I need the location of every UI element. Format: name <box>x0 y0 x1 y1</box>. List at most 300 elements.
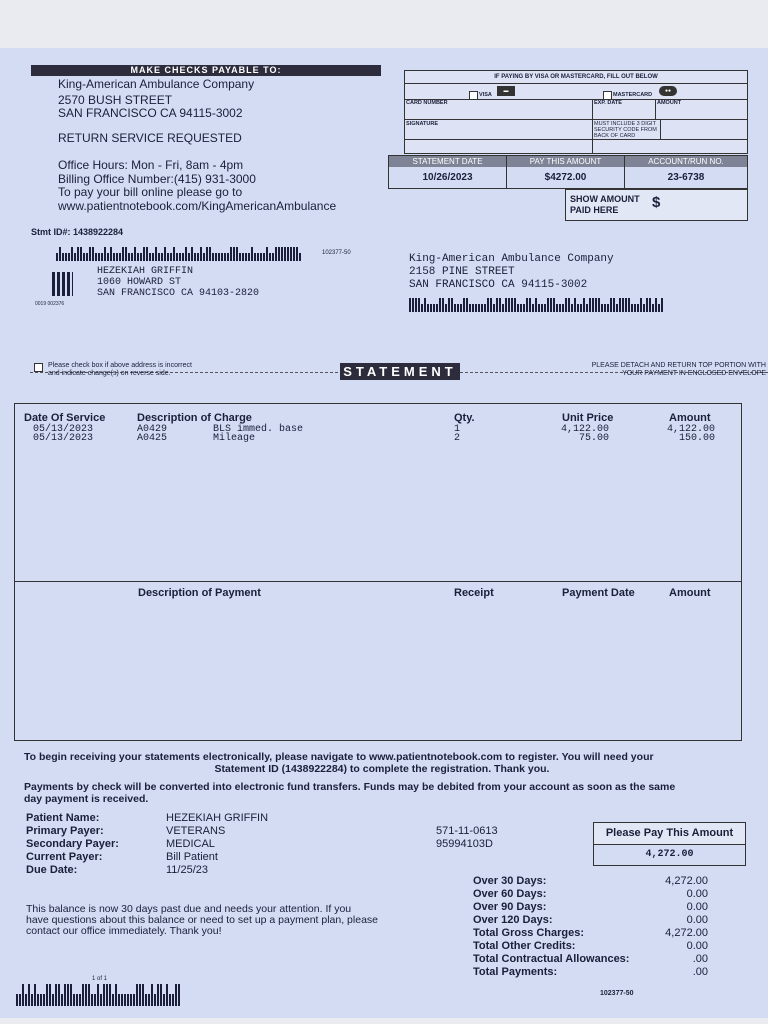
barcode-bar <box>173 247 175 261</box>
payments-section <box>14 580 742 741</box>
charge-row-2-code: A0425 <box>137 433 168 444</box>
online-pay-url[interactable]: www.patientnotebook.com/KingAmericanAmbulance <box>58 199 337 213</box>
statement-id: Stmt ID#: 1438922284 <box>31 227 124 237</box>
barcode-bar <box>421 304 423 312</box>
barcode-bar <box>466 298 468 312</box>
barcode-bar <box>281 247 283 261</box>
amount-label: AMOUNT <box>657 100 682 106</box>
barcode-bar <box>541 304 543 312</box>
patient-address-name: HEZEKIAH GRIFFIN <box>97 266 194 277</box>
barcode-bar <box>151 984 153 1006</box>
charge-row-1-amount: 4,122.00 <box>666 424 715 435</box>
page-number: 1 of 1 <box>92 976 108 982</box>
barcode-bar <box>236 247 238 261</box>
barcode-bar <box>212 253 214 261</box>
mail-code: 0019 002376 <box>35 301 65 307</box>
barcode-bar <box>287 247 289 261</box>
barcode-bar <box>106 984 108 1006</box>
barcode-bar <box>565 298 567 312</box>
barcode-bar <box>121 994 123 1006</box>
barcode-bar <box>194 253 196 261</box>
charge-row-1-qty: 1 <box>454 424 461 435</box>
barcode-bar <box>116 253 118 261</box>
aging-value-4: 4,272.00 <box>665 927 708 939</box>
barcode-bar <box>457 304 459 312</box>
barcode-bar <box>230 247 232 261</box>
electronic-statement-notice <box>24 751 740 775</box>
barcode-bar <box>179 253 181 261</box>
barcode-bar <box>242 253 244 261</box>
barcode-bar <box>74 253 76 261</box>
past-due-message <box>26 904 378 937</box>
secondary-payer: MEDICAL <box>166 838 215 850</box>
barcode-bar <box>101 253 103 261</box>
barcode-bar <box>22 984 24 1006</box>
barcode-bar <box>496 298 498 312</box>
mastercard-label: MASTERCARD <box>613 92 653 98</box>
barcode-bar <box>200 247 202 261</box>
patient-address-street: 1060 HOWARD ST <box>97 277 182 288</box>
barcode-bar <box>176 253 178 261</box>
remit-street: 2158 PINE STREET <box>409 266 515 278</box>
barcode-bar <box>215 253 217 261</box>
barcode-bar <box>91 994 93 1006</box>
barcode-bar <box>245 253 247 261</box>
barcode-bar <box>149 253 151 261</box>
barcode-bar <box>595 298 597 312</box>
barcode-bar <box>493 304 495 312</box>
online-pay-line: To pay your bill online please go to <box>58 185 243 199</box>
barcode-bar <box>436 304 438 312</box>
aging-label-0: Over 30 Days: <box>473 875 547 887</box>
barcode-bar <box>188 253 190 261</box>
barcode-bar <box>559 304 561 312</box>
signature-label: SIGNATURE <box>406 121 438 127</box>
barcode-bar <box>95 253 97 261</box>
barcode-bar <box>136 984 138 1006</box>
barcode-bar <box>161 253 163 261</box>
barcode-bar <box>487 298 489 312</box>
barcode-bar <box>631 304 633 312</box>
barcode-bar <box>499 298 501 312</box>
barcode-bar <box>475 304 477 312</box>
barcode-bar <box>574 298 576 312</box>
barcode-bar <box>643 304 645 312</box>
barcode-bar <box>191 247 193 261</box>
please-pay-box <box>593 822 746 866</box>
barcode-bar <box>433 304 435 312</box>
aging-label-3: Over 120 Days: <box>473 914 553 926</box>
barcode-bar <box>109 984 111 1006</box>
barcode-bar <box>112 994 114 1006</box>
barcode-bar <box>514 298 516 312</box>
barcode-code: 102377-50 <box>322 250 351 256</box>
secondary-payer-label: Secondary Payer: <box>26 838 119 850</box>
barcode-bar <box>86 253 88 261</box>
barcode-bar <box>157 984 159 1006</box>
barcode-bar <box>73 994 75 1006</box>
aging-value-0: 4,272.00 <box>665 875 708 887</box>
barcode-bar <box>451 298 453 312</box>
barcode-bar <box>517 304 519 312</box>
col-qty: Qty. <box>454 412 475 424</box>
remit-company-name: King-American Ambulance Company <box>409 253 614 265</box>
eft-notice-line2: day payment is received. <box>24 793 149 805</box>
barcode-bar <box>127 994 129 1006</box>
barcode-bar <box>224 253 226 261</box>
barcode-bar <box>655 298 657 312</box>
barcode-bar <box>170 253 172 261</box>
primary-payer-label: Primary Payer: <box>26 825 104 837</box>
barcode-bar <box>148 994 150 1006</box>
barcode-bar <box>562 304 564 312</box>
barcode-bar <box>56 253 58 261</box>
office-hours: Office Hours: Mon - Fri, 8am - 4pm <box>58 158 244 172</box>
aging-label-5: Total Other Credits: <box>473 940 576 952</box>
past-due-line2: have questions about this balance or need to set up a payment plan, please <box>26 914 378 926</box>
charge-row-2-qty: 2 <box>454 433 461 444</box>
barcode-bar <box>218 253 220 261</box>
exp-date-label: EXP. DATE <box>594 100 622 106</box>
barcode-bar <box>526 298 528 312</box>
barcode-bar <box>169 994 171 1006</box>
statement-summary-table <box>388 155 748 189</box>
barcode-bar <box>152 253 154 261</box>
barcode-bar <box>284 247 286 261</box>
return-service: RETURN SERVICE REQUESTED <box>58 131 242 145</box>
barcode-bar <box>544 304 546 312</box>
barcode-bar <box>98 253 100 261</box>
col-payment-date: Payment Date <box>562 587 635 599</box>
barcode-bar <box>652 304 654 312</box>
barcode-bar <box>442 298 444 312</box>
card-payment-title: IF PAYING BY VISA OR MASTERCARD, FILL OUT BELOW <box>405 71 747 84</box>
barcode-bar <box>185 247 187 261</box>
barcode-bar <box>260 253 262 261</box>
barcode-bar <box>130 994 132 1006</box>
patient-name: HEZEKIAH GRIFFIN <box>166 812 269 824</box>
barcode-bar <box>154 994 156 1006</box>
remit-city: SAN FRANCISCO CA 94115-3002 <box>409 279 588 291</box>
aging-label-2: Over 90 Days: <box>473 901 547 913</box>
show-amount-paid-field[interactable] <box>565 189 748 221</box>
barcode-bar <box>83 253 85 261</box>
barcode-bar <box>227 253 229 261</box>
show-amount-label: SHOW AMOUNT PAID HERE <box>570 194 640 215</box>
address-check-line2: and indicate change(s) on reverse side. <box>48 370 171 377</box>
barcode-bar <box>412 298 414 312</box>
barcode-bar <box>556 304 558 312</box>
eft-notice-line1: Payments by check will be converted into electronic fund transfers. Funds may be debited from your account as soon as the same <box>24 781 676 793</box>
past-due-line1: This balance is now 30 days past due and needs your attention. If you <box>26 903 352 915</box>
barcode-bar <box>175 984 177 1006</box>
please-pay-amount: 4,272.00 <box>645 849 694 860</box>
barcode-bar <box>613 298 615 312</box>
barcode-bar <box>523 304 525 312</box>
barcode-bar <box>460 304 462 312</box>
barcode-bar <box>206 247 208 261</box>
account-number-label: ACCOUNT/RUN NO. <box>625 156 747 167</box>
aging-value-2: 0.00 <box>686 901 708 913</box>
barcode-bar <box>31 994 33 1006</box>
charge-row-1-date: 05/13/2023 <box>33 424 94 435</box>
barcode-bar <box>266 247 268 261</box>
postal-barcode-top <box>56 247 301 261</box>
barcode-bar <box>122 247 124 261</box>
electronic-notice-line1: To begin receiving your statements electronically, please navigate to www.patientnotebook.com to register. You will need your <box>24 751 654 763</box>
barcode-bar <box>415 298 417 312</box>
barcode-bar <box>616 304 618 312</box>
barcode-bar <box>128 253 130 261</box>
barcode-bar <box>646 298 648 312</box>
barcode-bar <box>115 984 117 1006</box>
barcode-bar <box>448 298 450 312</box>
footer-code: 102377-50 <box>600 990 634 997</box>
aging-label-1: Over 60 Days: <box>473 888 547 900</box>
barcode-bar <box>640 298 642 312</box>
barcode-bar <box>511 298 513 312</box>
col-description-charge: Description of Charge <box>137 412 252 424</box>
barcode-bar <box>445 304 447 312</box>
barcode-bar <box>418 298 420 312</box>
eft-notice <box>24 781 740 805</box>
barcode-bar <box>85 984 87 1006</box>
barcode-bar <box>583 298 585 312</box>
barcode-bar <box>71 247 73 261</box>
barcode-bar <box>478 304 480 312</box>
current-payer: Bill Patient <box>166 851 218 863</box>
barcode-bar <box>553 298 555 312</box>
barcode-bar <box>43 994 45 1006</box>
qr-code-icon <box>52 272 73 296</box>
barcode-bar <box>107 253 109 261</box>
barcode-bar <box>158 253 160 261</box>
charge-row-1-code: A0429 <box>137 424 168 435</box>
barcode-bar <box>143 247 145 261</box>
barcode-bar <box>577 304 579 312</box>
barcode-bar <box>604 304 606 312</box>
barcode-bar <box>538 304 540 312</box>
address-check-note <box>48 362 192 378</box>
due-date: 11/25/23 <box>166 864 209 876</box>
barcode-bar <box>131 253 133 261</box>
statement-title: STATEMENT <box>340 363 460 380</box>
col-payment-amount: Amount <box>669 587 711 599</box>
security-code-note: MUST INCLUDE 3 DIGIT SECURITY CODE FROM BACK OF CARD <box>594 121 657 139</box>
aging-value-3: 0.00 <box>686 914 708 926</box>
barcode-bar <box>269 253 271 261</box>
due-date-label: Due Date: <box>26 864 78 876</box>
barcode-bar <box>601 304 603 312</box>
barcode-bar <box>140 253 142 261</box>
barcode-bar <box>52 994 54 1006</box>
barcode-bar <box>233 247 235 261</box>
barcode-bar <box>70 984 72 1006</box>
barcode-bar <box>502 304 504 312</box>
barcode-bar <box>409 298 411 312</box>
barcode-bar <box>25 994 27 1006</box>
barcode-bar <box>547 298 549 312</box>
barcode-bar <box>481 304 483 312</box>
barcode-bar <box>257 253 259 261</box>
barcode-bar <box>104 247 106 261</box>
barcode-bar <box>505 298 507 312</box>
primary-payer-id: 571-11-0613 <box>436 825 498 837</box>
visa-logo-icon: ▬ <box>497 86 515 96</box>
card-number-label: CARD NUMBER <box>406 100 448 106</box>
barcode-bar <box>469 304 471 312</box>
aging-label-6: Total Contractual Allowances: <box>473 953 630 965</box>
barcode-bar <box>16 994 18 1006</box>
barcode-bar <box>62 253 64 261</box>
mastercard-logo-icon: ●● <box>659 86 677 96</box>
current-payer-label: Current Payer: <box>26 851 103 863</box>
company-name: King-American Ambulance Company <box>58 77 255 91</box>
barcode-bar <box>65 253 67 261</box>
barcode-bar <box>92 247 94 261</box>
billing-phone: Billing Office Number:(415) 931-3000 <box>58 172 256 186</box>
barcode-bar <box>427 304 429 312</box>
barcode-bar <box>163 994 165 1006</box>
detach-instructions <box>540 362 766 378</box>
barcode-bar <box>40 994 42 1006</box>
barcode-bar <box>124 994 126 1006</box>
col-description-payment: Description of Payment <box>138 587 261 599</box>
barcode-bar <box>76 994 78 1006</box>
barcode-bar <box>272 253 274 261</box>
aging-label-7: Total Payments: <box>473 966 558 978</box>
barcode-bar <box>251 247 253 261</box>
col-receipt: Receipt <box>454 587 494 599</box>
barcode-bar <box>625 298 627 312</box>
barcode-bar <box>110 247 112 261</box>
barcode-bar <box>296 247 298 261</box>
barcode-bar <box>622 298 624 312</box>
barcode-bar <box>97 984 99 1006</box>
address-check-line1: Please check box if above address is incorrect <box>48 362 192 369</box>
aging-value-7: .00 <box>692 966 708 978</box>
barcode-bar <box>649 298 651 312</box>
barcode-bar <box>508 298 510 312</box>
barcode-bar <box>248 253 250 261</box>
barcode-bar <box>472 304 474 312</box>
barcode-bar <box>77 247 79 261</box>
barcode-bar <box>145 994 147 1006</box>
barcode-bar <box>568 298 570 312</box>
detach-line2: YOUR PAYMENT IN ENCLOSED ENVELOPE <box>622 370 766 377</box>
barcode-bar <box>139 984 141 1006</box>
statement-date: 10/26/2023 <box>422 172 473 183</box>
postal-barcode-remit <box>409 298 663 312</box>
charge-row-2-description: Mileage <box>213 433 256 444</box>
barcode-bar <box>82 984 84 1006</box>
aging-value-1: 0.00 <box>686 888 708 900</box>
barcode-bar <box>278 247 280 261</box>
barcode-bar <box>484 304 486 312</box>
barcode-bar <box>134 247 136 261</box>
address-incorrect-checkbox[interactable] <box>34 363 43 372</box>
barcode-bar <box>586 304 588 312</box>
barcode-bar <box>172 994 174 1006</box>
barcode-bar <box>182 253 184 261</box>
charge-row-1-unit-price: 4,122.00 <box>560 424 609 435</box>
charge-row-1-description: BLS immed. base <box>213 424 304 435</box>
barcode-bar <box>424 298 426 312</box>
barcode-bar <box>68 253 70 261</box>
charge-row-2-date: 05/13/2023 <box>33 433 94 444</box>
barcode-bar <box>119 253 121 261</box>
barcode-bar <box>58 984 60 1006</box>
visa-label: VISA <box>479 92 492 98</box>
barcode-bar <box>607 304 609 312</box>
barcode-bar <box>439 298 441 312</box>
barcode-bar <box>463 298 465 312</box>
dollar-sign: $ <box>652 194 661 211</box>
barcode-bar <box>164 247 166 261</box>
barcode-bar <box>167 253 169 261</box>
barcode-bar <box>610 298 612 312</box>
barcode-bar <box>580 304 582 312</box>
payable-to-bar: MAKE CHECKS PAYABLE TO: <box>31 65 381 76</box>
col-date-of-service: Date Of Service <box>24 412 106 424</box>
barcode-bar <box>103 984 105 1006</box>
barcode-bar <box>529 298 531 312</box>
barcode-bar <box>155 247 157 261</box>
barcode-bar <box>263 253 265 261</box>
charge-row-2-unit-price: 75.00 <box>578 433 609 444</box>
barcode-bar <box>293 247 295 261</box>
barcode-bar <box>661 298 663 312</box>
primary-payer: VETERANS <box>166 825 226 837</box>
card-payment-box <box>404 70 748 154</box>
barcode-bar <box>430 304 432 312</box>
barcode-bar <box>79 994 81 1006</box>
detach-line1: PLEASE DETACH AND RETURN TOP PORTION WITH <box>591 362 766 369</box>
barcode-bar <box>133 994 135 1006</box>
barcode-bar <box>254 253 256 261</box>
barcode-bar <box>137 253 139 261</box>
barcode-bar <box>49 984 51 1006</box>
barcode-bar <box>34 984 36 1006</box>
barcode-bar <box>100 994 102 1006</box>
barcode-bar <box>658 304 660 312</box>
barcode-bar <box>290 247 292 261</box>
past-due-line3: contact our office immediately. Thank you! <box>26 925 222 937</box>
barcode-bar <box>619 298 621 312</box>
company-city: SAN FRANCISCO CA 94115-3002 <box>58 106 243 120</box>
barcode-bar <box>520 304 522 312</box>
company-street: 2570 BUSH STREET <box>58 93 173 107</box>
patient-name-label: Patient Name: <box>26 812 100 824</box>
barcode-bar <box>637 304 639 312</box>
barcode-bar <box>28 984 30 1006</box>
account-number: 23-6738 <box>667 172 705 183</box>
electronic-notice-line2: Statement ID (1438922284) to complete the registration. Thank you. <box>214 763 550 775</box>
pay-this-amount-label: PAY THIS AMOUNT <box>507 156 624 167</box>
barcode-bar <box>37 994 39 1006</box>
patient-address-city: SAN FRANCISCO CA 94103-2820 <box>97 288 260 299</box>
barcode-bar <box>628 298 630 312</box>
barcode-bar <box>589 298 591 312</box>
barcode-bar <box>125 247 127 261</box>
barcode-bar <box>209 247 211 261</box>
barcode-bar <box>239 253 241 261</box>
barcode-bar <box>571 304 573 312</box>
barcode-bar <box>113 253 115 261</box>
barcode-bar <box>221 253 223 261</box>
barcode-bar <box>178 984 180 1006</box>
col-unit-price: Unit Price <box>562 412 614 424</box>
